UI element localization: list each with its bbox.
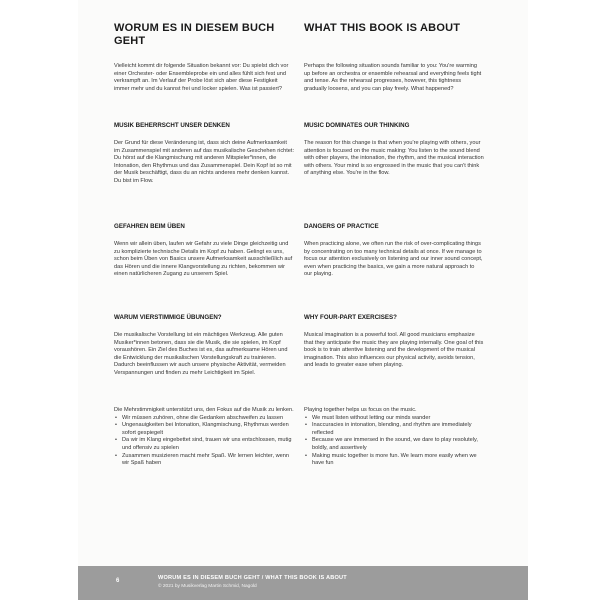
footer-copyright: © 2021 by Musikverlag Martin Schmid, Nagold bbox=[158, 584, 257, 589]
list-item: • We must listen without letting our minds wander bbox=[312, 415, 484, 423]
bullet-list-de bbox=[114, 415, 294, 468]
page-number: 6 bbox=[116, 578, 120, 584]
intro-text-de: Vielleicht kommt dir folgende Situation bekannt vor: Du spielst dich vor einer Orchester- oder Ensembleprobe ein und alles fühlt sich fest und verkrampft an. Im Verlauf der Probe löst sich aber diese Festigkeit immer mehr und du kannst frei und locker spielen. Was ist passiert? bbox=[114, 63, 289, 92]
section-4-en bbox=[304, 407, 484, 468]
section-3-en bbox=[304, 314, 484, 370]
page-footer bbox=[78, 566, 528, 600]
section-2-en bbox=[304, 223, 484, 279]
section-3-heading-de: WARUM VIERSTIMMIGE ÜBUNGEN? bbox=[114, 314, 222, 321]
section-4-intro-en: Playing together helps us focus on the music. bbox=[304, 407, 417, 413]
section-1-heading-de: MUSIK BEHERRSCHT UNSER DENKEN bbox=[114, 122, 230, 129]
intro-text-en: Perhaps the following situation sounds familiar to you: You're warming up before an orchestra or ensemble rehearsal and everything feels tight and tense. As the rehearsal progresses, however, this tightness gradually loosens, and you can play freely. What happened? bbox=[304, 63, 482, 92]
section-3-heading-en: WHY FOUR-PART EXERCISES? bbox=[304, 314, 397, 321]
section-3-de bbox=[114, 314, 294, 378]
section-1-body-en: The reason for this change is that when you're playing with others, your attention is focused on the music making: You listen to the sound blend with other players, the intonation, the rhythm, and the musical interaction with others. Your mind is so engrossed in the music that you can't think of anything else. You're in the flow. bbox=[304, 140, 484, 177]
section-2-body-en: When practicing alone, we often run the risk of over-complicating things by concentrating on too many technical details at once. If we manage to focus our attention exclusively on listening and our inner sound concept, even when practicing the basics, we gain a more natural approach to our playing. bbox=[304, 241, 483, 278]
footer-title: WORUM ES IN DIESEM BUCH GEHT / WHAT THIS BOOK IS ABOUT bbox=[158, 575, 347, 581]
list-item: • Inaccuracies in intonation, blending, and rhythm are immediately reflected bbox=[312, 422, 484, 437]
intro-en bbox=[304, 63, 484, 93]
section-1-body-de: Der Grund für diese Veränderung ist, dass sich deine Aufmerksamkeit im Zusammenspiel mit anderen auf das musikalische Geschehen richtet: Du hörst auf die Klangmischung mit anderen Mitspieler*innen, die Intonation, den Rhythmus und das Zusammenspiel. Dein Kopf ist so mit der Musik beschäftigt, dass du an nichts anderes mehr denken kannst. Du bist im Flow. bbox=[114, 140, 295, 184]
page-title-en: WHAT THIS BOOK IS ABOUT bbox=[304, 22, 461, 34]
section-2-de bbox=[114, 223, 294, 279]
list-item: • Da wir im Klang eingebettet sind, trauen wir uns entschlossen, mutig und offensiv zu spielen bbox=[122, 437, 294, 452]
book-page bbox=[78, 0, 528, 600]
section-3-body-de: Die musikalische Vorstellung ist ein mächtiges Werkzeug. Alle guten Musiker*innen betonen, dass sie die Musik, die sie spielen, im Kopf voraushören. Ein Ziel des Buches ist es, das aufmerksame Hören und die Entwicklung der musikalischen Vorstellungskraft zu trainieren. Dadurch beeinflussen wir auch unsere physische Aktivität, vermeiden Verspannungen und finden zu mehr Leichtigkeit im Spiel. bbox=[114, 332, 288, 376]
section-1-heading-en: MUSIC DOMINATES OUR THINKING bbox=[304, 122, 410, 129]
section-3-body-en: Musical imagination is a powerful tool. All good musicians emphasize that they anticipate the music they are playing internally. One goal of this book is to train attentive listening and the development of the musical imagination. This also influences our physical activity, avoids tension, and leads to greater ease when playing. bbox=[304, 332, 484, 369]
section-2-body-de: Wenn wir allein üben, laufen wir Gefahr zu viele Dinge gleichzeitig und zu komplizierte technische Details im Kopf zu haben. Gelingt es uns, schon beim Üben von Basics unsere Aufmerksamkeit ausschließlich auf das Hören und die innere Klangvorstellung zu richten, bekommen wir einen natürlicheren Zugang zu unserem Spiel. bbox=[114, 241, 293, 278]
section-1-en bbox=[304, 122, 484, 178]
bullet-list-en bbox=[304, 415, 484, 468]
section-2-heading-de: GEFAHREN BEIM ÜBEN bbox=[114, 223, 185, 230]
english-column bbox=[304, 22, 484, 467]
list-item: • Making music together is more fun. We learn more easily when we have fun bbox=[312, 453, 484, 468]
page-title-de: WORUM ES IN DIESEM BUCH GEHT bbox=[114, 22, 275, 47]
section-2-heading-en: DANGERS OF PRACTICE bbox=[304, 223, 379, 230]
section-4-intro-de: Die Mehrstimmigkeit unterstützt uns, den Fokus auf die Musik zu lenken. bbox=[114, 407, 294, 413]
german-column bbox=[114, 22, 295, 467]
list-item: • Zusammen musizieren macht mehr Spaß. Wir lernen leichter, wenn wir Spaß haben bbox=[122, 453, 294, 468]
list-item: • Ungenauigkeiten bei Intonation, Klangmischung, Rhythmus werden sofort gespiegelt bbox=[122, 422, 294, 437]
section-1-de bbox=[114, 122, 294, 186]
intro-de bbox=[114, 63, 294, 93]
list-item: • Wir müssen zuhören, ohne die Gedanken abschweifen zu lassen bbox=[122, 415, 294, 423]
section-4-de bbox=[114, 407, 294, 468]
list-item: • Because we are immersed in the sound, we dare to play resolutely, boldly, and assertively bbox=[312, 437, 484, 452]
